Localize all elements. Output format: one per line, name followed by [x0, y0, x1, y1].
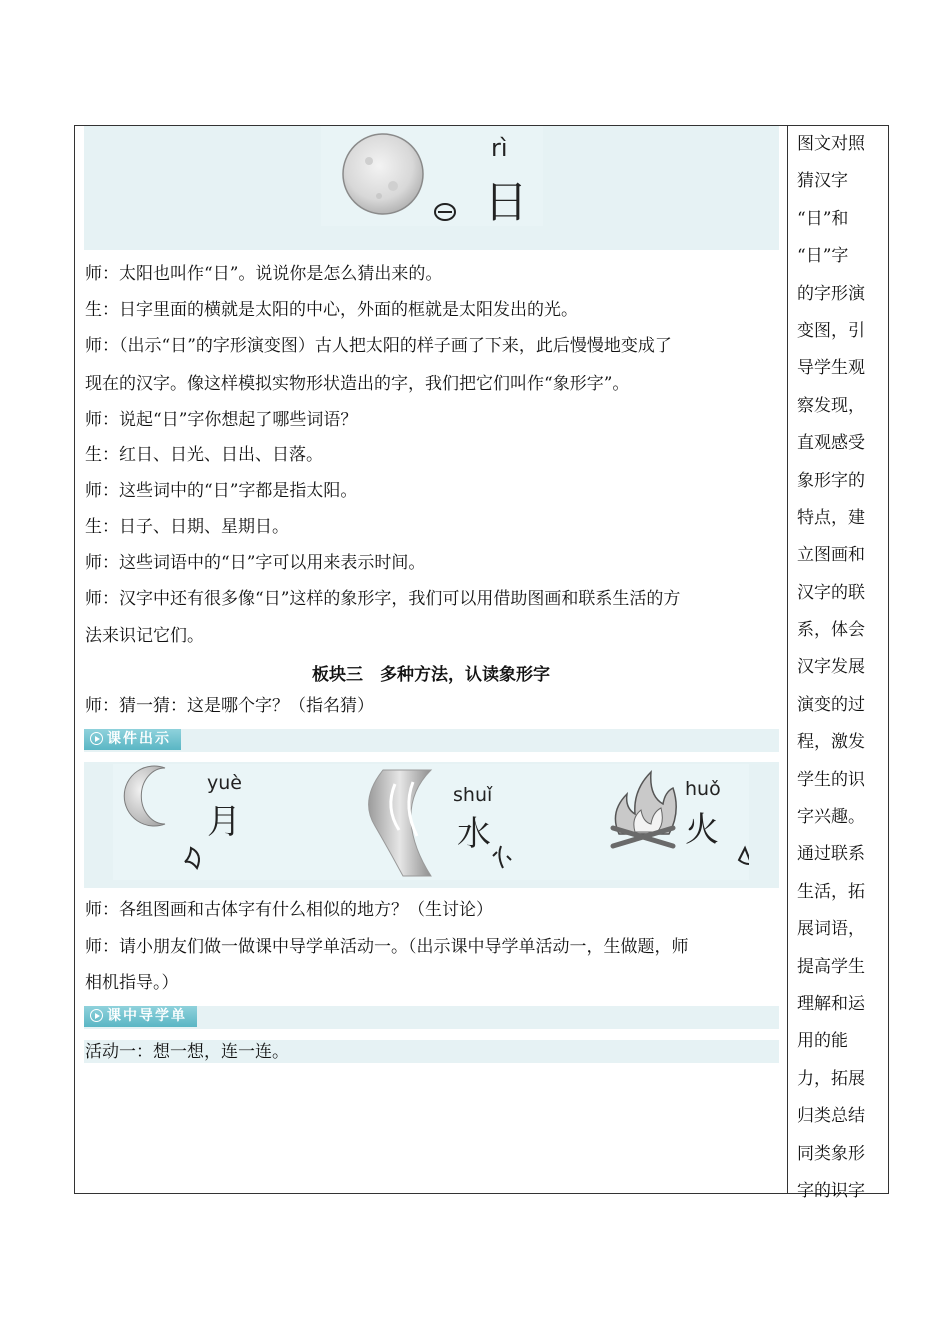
activity-line: 活动一：想一想，连一连。 — [85, 1042, 289, 1062]
side-note-line: 演变的过 — [797, 694, 865, 715]
pinyin-shui: shuǐ — [453, 784, 493, 806]
side-note-line: 字兴趣。 — [797, 807, 865, 828]
courseware-tag: 课件出示 — [84, 729, 181, 750]
guess-line: 师：猜一猜：这是哪个字？（指名猜） — [85, 696, 374, 716]
dialogue-line: 师：各组图画和古体字有什么相似的地方？（生讨论） — [85, 900, 493, 920]
play-icon — [90, 1009, 103, 1022]
side-note-line: 理解和运 — [797, 993, 865, 1014]
ancient-huo-glyph — [739, 848, 749, 864]
pinyin-ri: rì — [491, 134, 508, 162]
side-note-line: 图文对照 — [797, 134, 865, 154]
side-note-line: 汉字的联 — [797, 582, 865, 603]
side-note-line: 归类总结 — [797, 1106, 865, 1127]
lesson-main-column — [75, 126, 787, 1193]
side-note-line: 直观感受 — [797, 433, 865, 454]
side-note-line: 的字形演 — [797, 283, 865, 304]
side-note-line: 察发现， — [797, 395, 865, 416]
side-note-line: 展词语， — [797, 919, 865, 940]
dialogue-line: 师：说起“日”字你想起了哪些词语？ — [85, 410, 358, 430]
dialogue-line: 师：请小朋友们做一做课中导学单活动一。（出示课中导学单活动一，生做题，师 — [85, 937, 689, 957]
side-note-line: 用的能 — [797, 1031, 848, 1052]
side-note-line: “日”和 — [797, 208, 849, 229]
side-note-line: 特点，建 — [797, 507, 865, 528]
side-note-line: 学生的识 — [797, 769, 865, 790]
ancient-yue-glyph — [185, 848, 199, 868]
ancient-shui-glyph — [493, 846, 511, 868]
side-note-line: 通过联系 — [797, 844, 865, 865]
side-note-line: 象形字的 — [797, 470, 865, 491]
dialogue-line: 师：这些词中的“日”字都是指太阳。 — [85, 481, 358, 501]
side-note-line: 系，体会 — [797, 620, 865, 641]
dialogue-line: 相机指导。） — [85, 973, 179, 993]
dialogue-line: 师：这些词语中的“日”字可以用来表示时间。 — [85, 553, 426, 573]
char-shui: 水 — [457, 814, 491, 854]
play-icon — [90, 732, 103, 745]
worksheet-tag: 课中导学单 — [84, 1006, 197, 1027]
side-note-line: 生活，拓 — [797, 881, 865, 902]
courseware-bar — [84, 729, 779, 752]
dialogue-line: 师：汉字中还有很多像“日”这样的象形字，我们可以用借助图画和联系生活的方 — [85, 589, 681, 609]
pinyin-huo: huǒ — [685, 778, 721, 800]
side-note-line: 汉字发展 — [797, 657, 865, 678]
side-note-line: “日”字 — [797, 246, 849, 267]
side-note-line: 立图画和 — [797, 545, 865, 566]
side-note-line: 力，拓展 — [797, 1068, 865, 1089]
side-note-line: 变图，引 — [797, 320, 865, 341]
char-huo: 火 — [685, 810, 719, 850]
dialogue-line: 师：（出示“日”的字形演变图）古人把太阳的样子画了下来，此后慢慢地变成了 — [85, 336, 672, 356]
sun-illustration — [343, 134, 423, 214]
section-heading: 板块三 多种方法，认读象形字 — [312, 665, 550, 685]
char-ri: 日 — [484, 177, 528, 228]
side-note-line: 字的识字 — [797, 1180, 865, 1201]
lesson-table — [74, 125, 889, 1201]
dialogue-line: 生：日子、日期、星期日。 — [85, 517, 289, 537]
dialogue-line: 现在的汉字。像这样模拟实物形状造出的字，我们把它们叫作“象形字”。 — [85, 374, 630, 394]
side-notes-column — [788, 126, 888, 1201]
side-note-line: 同类象形 — [797, 1143, 865, 1164]
sun-card — [321, 126, 543, 226]
dialogue-line: 师：太阳也叫作“日”。说说你是怎么猜出来的。 — [85, 264, 443, 284]
side-note-line: 猜汉字 — [797, 171, 848, 192]
char-yue: 月 — [207, 802, 241, 842]
dialogue-line: 法来识记它们。 — [85, 626, 204, 646]
side-note-line: 提高学生 — [797, 956, 865, 977]
pinyin-yue: yuè — [207, 772, 242, 794]
side-note-line: 导学生观 — [797, 358, 865, 379]
dialogue-line: 生：红日、日光、日出、日落。 — [85, 445, 323, 465]
water-illustration — [369, 770, 431, 876]
moon-illustration — [124, 766, 165, 826]
side-note-line: 程，激发 — [797, 732, 865, 753]
pictograph-strip — [113, 764, 749, 880]
dialogue-line: 生：日字里面的横就是太阳的中心，外面的框就是太阳发出的光。 — [85, 300, 578, 320]
